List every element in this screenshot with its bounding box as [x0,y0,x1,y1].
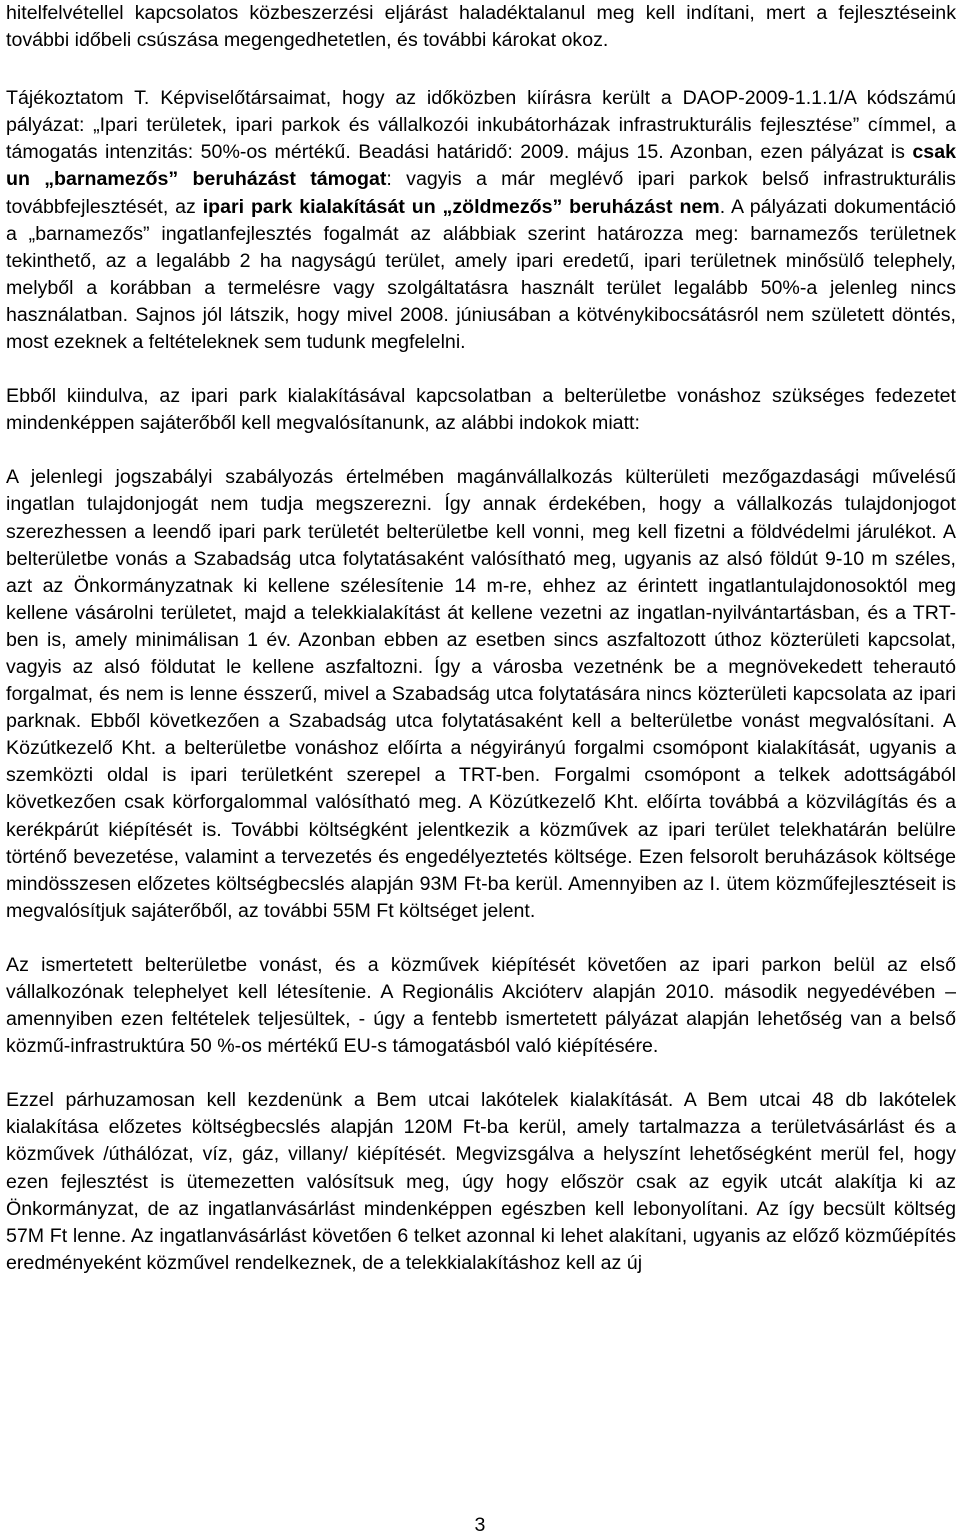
text-run: Ebből kiindulva, az ipari park kialakításával kapcsolatban a belterületbe vonáshoz szükséges fedezetet mindenképpen sajáterőből kell megvalósítanunk, az alábbi indokok miatt: [6,385,956,435]
bold-text: csak un „barnamezős” beruházást támogat [6,141,956,191]
paragraph [6,464,956,925]
text-run: A jelenlegi jogszabályi szabályozás értelmében magánvállalkozás külterületi mezőgazdasági művelésű ingatlan tulajdonjogát nem tudja megszerezni. Így annak érdekében, hogy a vállalkozás tulajdonjogot szerezhessen a leendő ipari park területét belterületbe kell vonni, meg kell fizetni a földvédelmi járulékot. A belterületbe vonás a Szabadság utca folytatásaként valósítható meg, ugyanis az alsó földút 9-10 m széles, azt az Önkormányzatnak ki kellene szélesítenie 14 m-re, ehhez az érintett ingatlantulajdonosoktól meg kellene vásárolni területet, majd a telekkialakítást át kellene vezetni az ingatlan-nyilvántartásban, és a TRT-ben is, amely minimálisan 1 év. Azonban ebben az esetben sincs aszfaltozott úthoz közterületi kapcsolat, vagyis az alsó földutat le kellene aszfaltozni. Így a városba vezetnénk be a megnövekedett teherautó forgalmat, és nem is lenne ésszerű, mivel a Szabadság utca folytatására nincs közterületi kapcsolata az ipari parknak. Ebből következően a Szabadság utca folytatásaként kell a belterületbe vonást megvalósítani. A Közútkezelő Kht. a belterületbe vonáshoz előírta a négyirányú forgalmi csomópont kialakítását, ugyanis a szemközti oldal is ipari területként szerepel a TRT-ben. Forgalmi csomópont a telkek adottságából következően csak körforgalommal valósítható meg. A Közútkezelő Kht. előírta továbbá a közvilágítás és a kerékpárút kiépítését is. További költségként jelentkezik a közművek az ipari terület telekhatárán belülre történő bevezetése, valamint a tervezetés és engedélyeztetés költsége. Ezen felsorolt beruházások költsége mindösszesen előzetes költségbecslés alapján 93M Ft-ba kerül. Amennyiben az I. ütem közműfejlesztéseit is megvalósítjuk sajáterőből, az további 55M Ft költséget jelent. [6,466,956,922]
text-run: . A pályázati dokumentáció a „barnamezős” ingatlanfejlesztés fogalmát az alábbiak szerint határozza meg: barnamezős területnek tekinthető, az a legalább 2 ha nagyságú terület, amely ipari eredetű, ipari területnek minősülő telephely, melyből a korábban a termelésre vagy szolgáltatásra használt terület legalább 50%-a jelenleg nincs használatban. Sajnos jól látszik, hogy mivel 2008. júniusában a kötvénykibocsátásról nem született döntés, most ezeknek a feltételeknek sem tudunk megfelelni. [6,195,956,354]
paragraph [6,952,956,1060]
text-run: Az ismertetett belterületbe vonást, és a közművek kiépítését követően az ipari parkon belül az első vállalkozónak telephelyet kell létesítenie. A Regionális Akcióterv alapján 2010. második negyedévében – amennyiben ezen feltételek teljesültek, - úgy a fentebb ismertetett pályázat alapján lehetőség van a belső közmű-infrastruktúra 50 %-os mértékű EU-s támogatásból való kiépítésére. [6,953,956,1058]
document-page [6,0,956,1277]
text-run: Ezzel párhuzamosan kell kezdenünk a Bem utcai lakótelek kialakítását. A Bem utcai 48 db lakótelek kialakítása előzetes költségbecslés alapján 120M Ft-ba kerül, amely tartalmazza a területvásárlást és a közművek /úthálózat, víz, gáz, villany/ kiépítését. Megvizsgálva a helyszínt lehetőségként merül fel, hogy ezen fejlesztést is ütemezetten valósítsuk meg, úgy hogy először csak az egyik utcát alakítja ki az Önkormányzat, de az ingatlanvásárlást mindenképpen egészben kell lebonyolítani. Az így becsült költség 57M Ft lenne. Az ingatlanvásárlást követően 6 telket azonnal ki lehet alakítani, ugyanis az előző közműépítés eredményeként közművel rendelkeznek, de a telekkialakításhoz kell az új [6,1089,956,1274]
bold-text: ipari park kialakítását un „zöldmezős” beruházást nem [202,195,720,218]
page-number: 3 [474,1514,486,1536]
paragraph [6,1087,956,1277]
text-run: : vagyis a már meglévő ipari parkok belső infrastrukturális továbbfejlesztését, az [6,168,956,218]
paragraph [6,383,956,437]
text-run: hitelfelvétellel kapcsolatos közbeszerzési eljárást haladéktalanul meg kell indítani, mert a fejlesztéseink további időbeli csúszása megengedhetetlen, és további károkat okoz. [6,2,956,52]
paragraph [6,0,956,54]
paragraph [6,85,956,356]
text-run: Tájékoztatom T. Képviselőtársaimat, hogy az időközben kiírásra került a DAOP-2009-1.1.1/A kódszámú pályázat: „Ipari területek, ipari parkok és vállalkozói inkubátorházak infrastrukturális fejlesztése” címmel, a támogatás intenzitás: 50%-os mértékű. Beadási határidő: 2009. május 15. Azonban, ezen pályázat is [6,87,956,164]
